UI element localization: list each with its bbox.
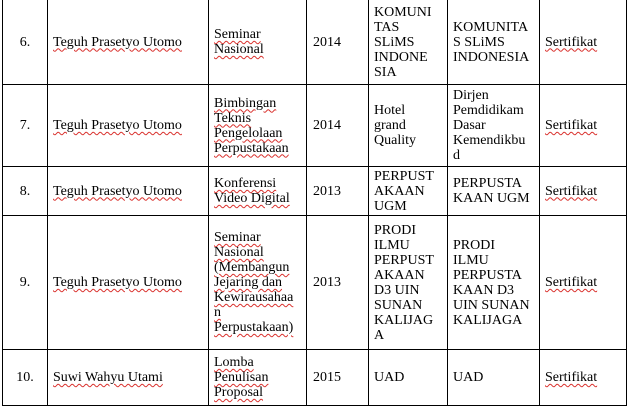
evidence-type-text: Sertifikat	[545, 183, 598, 199]
row-number-text: 8.	[19, 183, 31, 199]
event-name-line: Teknis	[214, 110, 252, 126]
evidence-type-text: Sertifikat	[545, 34, 598, 50]
evidence-type	[540, 85, 627, 167]
event-organizer-line: PRODI	[453, 237, 496, 253]
event-name-line: Nasional	[214, 245, 264, 260]
event-venue-line: ILMU	[374, 237, 410, 253]
event-venue-line: PERPUST	[374, 252, 434, 268]
event-name-line: Proposal	[214, 385, 263, 400]
event-name	[209, 216, 307, 350]
evidence-type	[540, 350, 627, 406]
event-organizer-line: ILMU	[453, 252, 489, 268]
certificate-table	[2, 0, 627, 406]
event-name-line: Penulisan	[214, 370, 269, 385]
event-year	[307, 85, 369, 167]
event-organizer-line: INDONESIA	[453, 49, 530, 65]
row-number-text: 7.	[19, 118, 31, 133]
event-venue-line: TAS	[374, 19, 400, 35]
event-name-line: Bimbingan	[214, 95, 277, 111]
event-year-text: 2014	[313, 34, 341, 50]
event-venue-line: Quality	[374, 133, 416, 148]
event-venue	[369, 350, 448, 406]
table-row	[3, 167, 627, 216]
event-year-text: 2015	[313, 370, 341, 385]
event-organizer	[448, 216, 540, 350]
event-year	[307, 0, 369, 85]
event-organizer-line: UIN SUNAN	[453, 297, 530, 313]
event-organizer-line: UAD	[453, 370, 484, 385]
event-name-line: Lomba	[214, 355, 254, 370]
event-organizer-line: S SLiMS	[453, 34, 505, 50]
event-year-text: 2014	[313, 118, 341, 133]
evidence-type	[540, 0, 627, 85]
evidence-type	[540, 216, 627, 350]
event-organizer-line: KAAN UGM	[453, 191, 530, 206]
table-row	[3, 85, 627, 167]
event-name-line: Pengelolaan	[214, 125, 283, 141]
event-name	[209, 85, 307, 167]
event-venue-line: UAD	[374, 370, 405, 385]
evidence-type-text: Sertifikat	[545, 275, 598, 290]
row-number	[3, 85, 48, 167]
event-name-line: Nasional	[214, 42, 264, 57]
row-number	[3, 167, 48, 216]
event-venue-line: AKAAN	[374, 267, 425, 283]
event-name-line: Jejaring dan	[214, 275, 283, 290]
event-name	[209, 167, 307, 216]
event-venue-line: SUNAN	[374, 297, 423, 313]
event-venue-line: INDONE	[374, 49, 428, 65]
event-organizer-line: PERPUSTA	[453, 267, 522, 283]
event-name-line: Perpustakaan	[214, 140, 289, 156]
participant-name	[48, 350, 209, 406]
event-organizer-line: d	[453, 148, 460, 163]
row-number	[3, 350, 48, 406]
event-organizer	[448, 167, 540, 216]
event-organizer-line: KOMUNITA	[453, 19, 529, 35]
event-organizer	[448, 0, 540, 85]
event-venue	[369, 85, 448, 167]
event-venue-line: PRODI	[374, 222, 417, 238]
event-name-line: (Membangun	[214, 260, 290, 275]
participant-name-text: Teguh Prasetyo Utomo	[53, 183, 182, 199]
event-year	[307, 216, 369, 350]
event-organizer-line: KAAN D3	[453, 282, 515, 298]
event-year	[307, 167, 369, 216]
table-row	[3, 0, 627, 85]
participant-name	[48, 85, 209, 167]
participant-name-text: Teguh Prasetyo Utomo	[53, 34, 182, 50]
event-organizer	[448, 350, 540, 406]
event-venue-line: D3 UIN	[374, 282, 420, 298]
evidence-type-text: Sertifikat	[545, 370, 598, 385]
event-organizer-line: PERPUSTA	[453, 176, 522, 191]
event-organizer-line: KALIJAGA	[453, 312, 523, 328]
event-venue-line: SIA	[374, 64, 397, 80]
event-name-line: Video Digital	[214, 191, 290, 206]
event-name	[209, 0, 307, 85]
participant-name	[48, 0, 209, 85]
event-organizer	[448, 85, 540, 167]
event-organizer-line: Kemendikbu	[453, 133, 526, 148]
event-venue-line: UGM	[374, 198, 407, 214]
event-venue-line: SLiMS	[374, 34, 415, 50]
event-name	[209, 350, 307, 406]
participant-name	[48, 167, 209, 216]
event-venue-line: KALIJAG	[374, 312, 434, 328]
event-organizer-line: Dasar	[453, 118, 486, 133]
event-year	[307, 350, 369, 406]
event-year-text: 2013	[313, 275, 341, 290]
row-number-text: 10.	[16, 370, 34, 385]
event-venue-line: grand	[374, 118, 406, 133]
event-venue	[369, 167, 448, 216]
evidence-type	[540, 167, 627, 216]
table-row	[3, 216, 627, 350]
event-venue-line: KOMUNI	[374, 4, 432, 20]
event-name-line: n	[214, 305, 221, 320]
row-number	[3, 0, 48, 85]
event-name-line: Kewirausahaa	[214, 290, 294, 305]
row-number-text: 9.	[19, 275, 31, 290]
participant-name-text: Teguh Prasetyo Utomo	[53, 118, 182, 133]
event-name-line: Seminar	[214, 230, 261, 245]
participant-name-text: Suwi Wahyu Utami	[53, 370, 163, 385]
event-name-line: Perpustakaan)	[214, 320, 294, 335]
row-number-text: 6.	[19, 34, 31, 50]
event-venue-line: PERPUST	[374, 168, 434, 184]
event-name-line: Seminar	[214, 27, 261, 42]
evidence-type-text: Sertifikat	[545, 118, 598, 133]
event-venue-line: Hotel	[374, 103, 406, 118]
event-venue-line: A	[374, 327, 385, 343]
row-number	[3, 216, 48, 350]
event-venue	[369, 0, 448, 85]
event-organizer-line: Dirjen	[453, 88, 489, 103]
event-name-line: Konferensi	[214, 176, 277, 191]
participant-name	[48, 216, 209, 350]
participant-name-text: Teguh Prasetyo Utomo	[53, 275, 182, 290]
event-year-text: 2013	[313, 183, 341, 199]
table-body	[3, 0, 627, 406]
event-venue	[369, 216, 448, 350]
table-row	[3, 350, 627, 406]
event-venue-line: AKAAN	[374, 183, 425, 199]
event-organizer-line: Pemdidikam	[453, 103, 524, 118]
